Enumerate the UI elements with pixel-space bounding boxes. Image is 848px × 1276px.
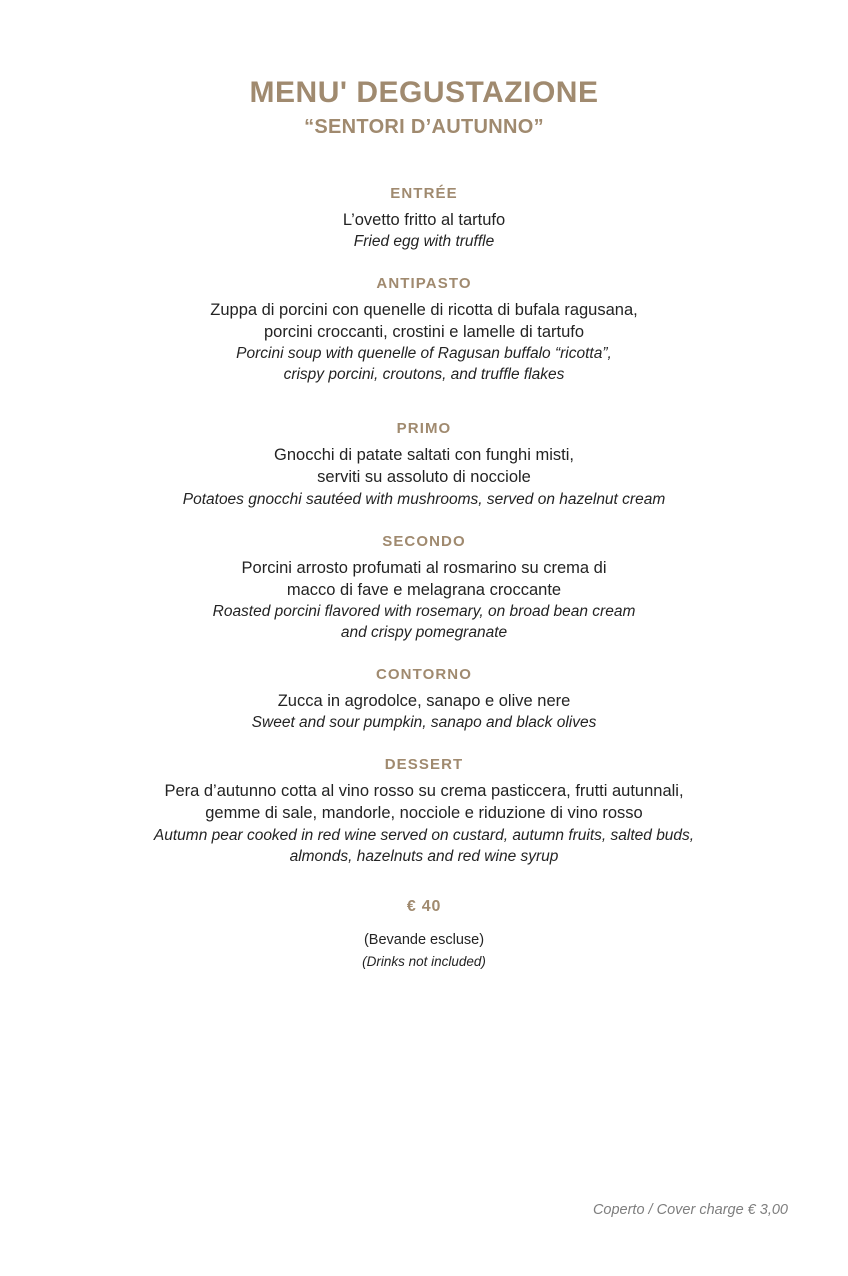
section-text-italian (60, 209, 788, 231)
menu-sections (60, 185, 788, 868)
text-line: porcini croccanti, crostini e lamelle di tartufo (263, 323, 585, 342)
section-text-english (60, 602, 788, 644)
text-line: macco di fave e melagrana croccante (286, 580, 562, 599)
text-line: Porcini soup with quenelle of Ragusan buffalo “ricotta”, (236, 345, 612, 363)
text-line: Fried egg with truffle (353, 232, 495, 250)
text-line: Zucca in agrodolce, sanapo e olive nere (277, 691, 571, 710)
text-line: crispy porcini, croutons, and truffle flakes (283, 366, 565, 384)
section-heading: ENTRÉE (390, 184, 458, 202)
text-line: Autumn pear cooked in red wine served on custard, autumn fruits, salted buds, (153, 826, 695, 844)
section-text-english (60, 490, 788, 511)
section-heading: DESSERT (384, 756, 464, 774)
menu-section-contorno (60, 666, 788, 734)
price-note-english: (Drinks not included) (362, 953, 486, 969)
page-subtitle: “SENTORI D’AUTUNNO” (304, 115, 544, 138)
section-spacer (60, 386, 788, 420)
section-text-italian (60, 690, 788, 712)
page-title: MENU' DEGUSTAZIONE (249, 76, 599, 109)
menu-page (0, 76, 848, 1276)
section-text-english (60, 232, 788, 253)
text-line: Potatoes gnocchi sautéed with mushrooms, served on hazelnut cream (182, 490, 666, 508)
text-line: serviti su assoluto di nocciole (317, 468, 531, 487)
section-heading: PRIMO (396, 420, 452, 438)
section-heading: ANTIPASTO (376, 274, 472, 292)
section-text-italian (60, 557, 788, 602)
menu-section-entree (60, 185, 788, 253)
section-text-english (60, 826, 788, 868)
text-line: Zuppa di porcini con quenelle di ricotta di bufala ragusana, (210, 300, 638, 319)
section-text-english (60, 344, 788, 386)
text-line: Porcini arrosto profumati al rosmarino su crema di (241, 558, 607, 577)
text-line: Gnocchi di patate saltati con funghi misti, (274, 446, 574, 465)
text-line: gemme di sale, mandorle, nocciole e riduzione di vino rosso (205, 804, 643, 823)
text-line: Roasted porcini flavored with rosemary, on broad bean cream (212, 603, 636, 621)
price-block (60, 898, 788, 969)
menu-section-secondo (60, 533, 788, 644)
text-line: almonds, hazelnuts and red wine syrup (289, 847, 559, 865)
section-text-italian (60, 444, 788, 489)
text-line: Pera d’autunno cotta al vino rosso su crema pasticcera, frutti autunnali, (164, 782, 684, 801)
menu-section-dessert (60, 756, 788, 867)
price-note-italian: (Bevande escluse) (363, 931, 485, 948)
section-heading: CONTORNO (375, 665, 473, 683)
menu-section-antipasto (60, 275, 788, 386)
text-line: Sweet and sour pumpkin, sanapo and black olives (251, 714, 597, 732)
text-line: and crispy pomegranate (340, 624, 508, 642)
section-text-italian (60, 299, 788, 344)
section-text-english (60, 713, 788, 734)
text-line: L’ovetto fritto al tartufo (342, 210, 506, 229)
section-heading: SECONDO (382, 532, 466, 550)
cover-charge-note: Coperto / Cover charge € 3,00 (592, 1202, 788, 1218)
section-text-italian (60, 780, 788, 825)
menu-section-primo (60, 420, 788, 510)
menu-price: € 40 (406, 897, 442, 915)
